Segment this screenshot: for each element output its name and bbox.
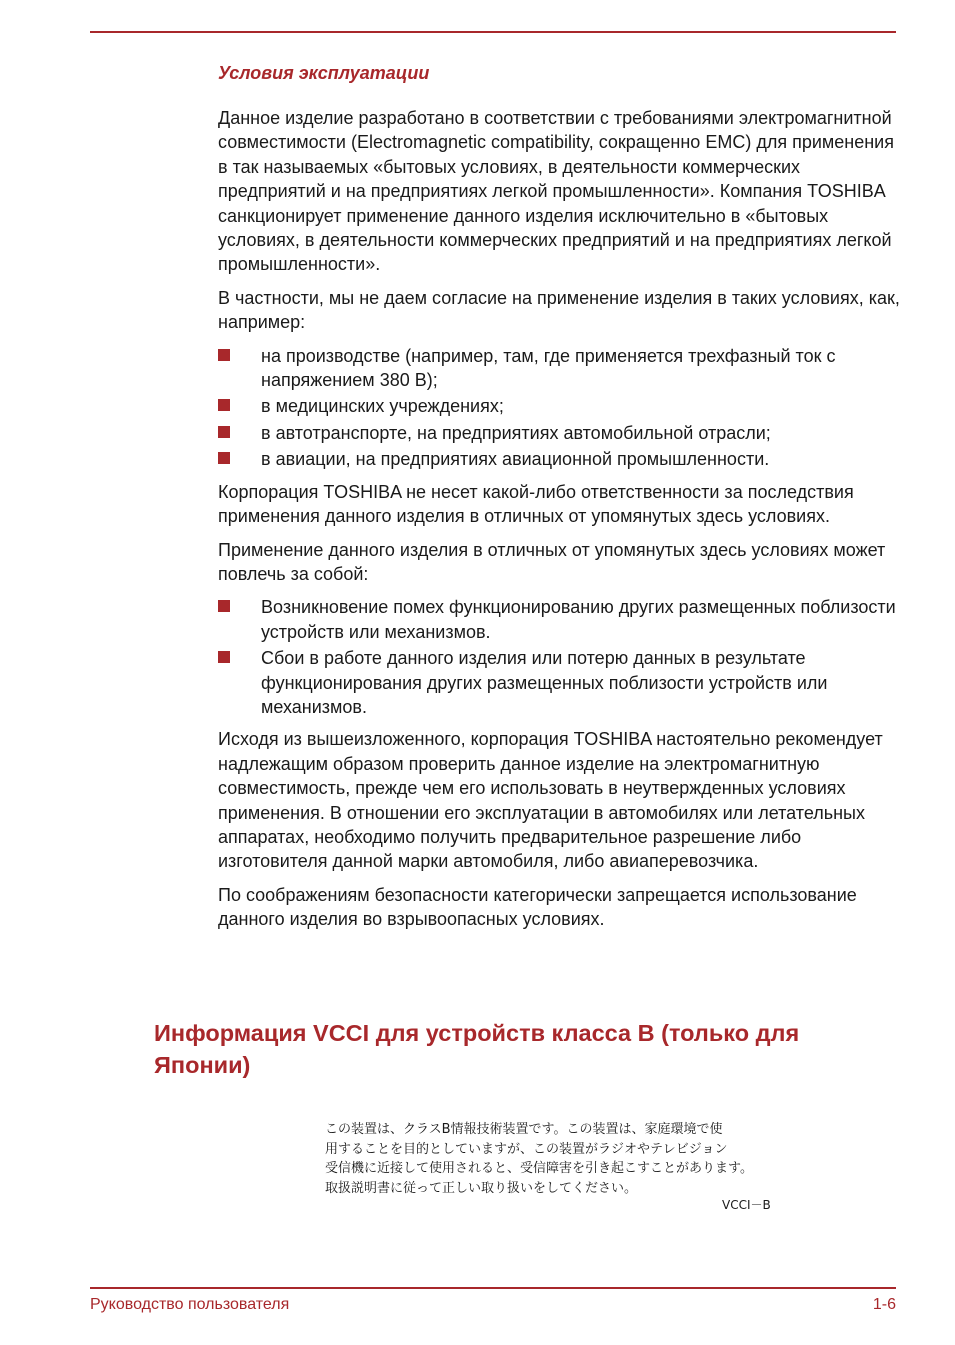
paragraph: В частности, мы не даем согласие на применение изделия в таких условиях, как, например: bbox=[218, 287, 900, 333]
bullet-item bbox=[218, 646, 902, 719]
vcci-line: 用することを目的としていますが、この装置がラジオやテレビジョン bbox=[325, 1141, 728, 1157]
bullet-item bbox=[218, 421, 902, 445]
page-number: 1-6 bbox=[872, 1296, 896, 1313]
subsection-title: Условия эксплуатации bbox=[218, 63, 430, 83]
bullet-square-icon bbox=[218, 452, 230, 464]
header-rule bbox=[90, 31, 896, 33]
paragraph: По соображениям безопасности категорически запрещается использование данного изделия во взрывоопасных условиях. bbox=[218, 884, 857, 930]
bullet-item bbox=[218, 595, 902, 644]
bullet-text: Возникновение помех функционированию других размещенных поблизости устройств или механизмов. bbox=[261, 597, 896, 642]
bullet-text: в авиации, на предприятиях авиационной промышленности. bbox=[261, 449, 770, 470]
vcci-notice bbox=[325, 1120, 805, 1198]
bullet-list bbox=[218, 344, 902, 472]
bullet-square-icon bbox=[218, 600, 230, 612]
vcci-line: 取扱説明書に従って正しい取り扱いをしてください。 bbox=[325, 1180, 638, 1196]
bullet-item bbox=[218, 394, 902, 418]
paragraph: Применение данного изделия в отличных от упомянутых здесь условиях может повлечь за собой: bbox=[218, 539, 886, 584]
section-title: Информация VCCI для устройств класса B (только для Японии) bbox=[154, 1020, 800, 1078]
footer-title: Руководство пользователя bbox=[90, 1296, 290, 1313]
bullet-text: в медицинских учреждениях; bbox=[261, 396, 504, 417]
vcci-line: この装置は、クラスB情報技術装置です。この装置は、家庭環境で使 bbox=[325, 1122, 723, 1137]
vcci-line: 受信機に近接して使用されると、受信障害を引き起こすことがあります。 bbox=[325, 1161, 753, 1176]
footer-rule bbox=[90, 1287, 896, 1289]
bullet-list bbox=[218, 595, 902, 719]
bullet-square-icon bbox=[218, 349, 230, 361]
paragraph: Данное изделие разработано в соответствии с требованиями электромагнитной совместимости (Electromagnetic compatibility, сокращенно EMC) для применения в так называемых «бытовых условиях, в деятельности коммерческих предприятий и на предприятиях легкой промышленности». Компания TOSHIBA санкционирует применение данного изделия исключительно в «бытовых условиях, в деятельности коммерческих предприятий и на предприятиях легкой промышленности». bbox=[218, 108, 894, 275]
bullet-text: в автотранспорте, на предприятиях автомобильной отрасли; bbox=[261, 422, 771, 443]
main-content bbox=[218, 60, 902, 941]
bullet-square-icon bbox=[218, 399, 230, 411]
bullet-text: на производстве (например, там, где применяется трехфазный ток с напряжением 380 В); bbox=[261, 345, 836, 391]
bullet-item bbox=[218, 447, 902, 471]
paragraph: Корпорация TOSHIBA не несет какой-либо ответственности за последствия применения данного изделия в отличных от упомянутых здесь условиях. bbox=[218, 481, 854, 527]
bullet-square-icon bbox=[218, 651, 230, 663]
bullet-text: Сбои в работе данного изделия или потерю данных в результате функционирования других размещенных поблизости устройств или механизмов. bbox=[261, 648, 828, 717]
bullet-item bbox=[218, 344, 902, 393]
vcci-mark: VCCI－B bbox=[722, 1198, 771, 1212]
paragraph: Исходя из вышеизложенного, корпорация TOSHIBA настоятельно рекомендует надлежащим образом проверить данное изделие на электромагнитную совместимость, прежде чем его использовать в неутвержденных условиях применения. В отношении его эксплуатации в автомобилях или летательных аппаратах, необходимо получить предварительное разрешение либо изготовителя данной марки автомобиля, либо авиаперевозчика. bbox=[218, 729, 883, 872]
bullet-square-icon bbox=[218, 426, 230, 438]
